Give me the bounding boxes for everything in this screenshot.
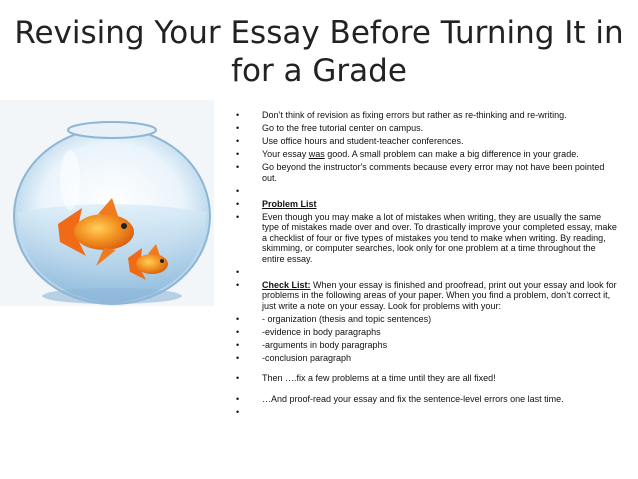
- bullet-dot-icon: •: [236, 393, 240, 404]
- bullet-dot-icon: •: [236, 279, 240, 290]
- bullet-item-empty: [234, 407, 619, 418]
- bullet-item: • Don’t think of revision as fixing errors but rather as re-thinking and re-writing.: [236, 110, 567, 120]
- bullet-list: [234, 110, 619, 420]
- bullet-item: • Even though you may make a lot of mistakes when writing, they are usually the same type of mistakes made over and over. To drastically improve your completed essay, make a checklist of four or five types of mistakes you tend to make when writing. By reading, skimming, or computer searches, look only for one problem at a time throughout the entire essay.: [236, 211, 617, 264]
- bullet-item-check-list: • Check List: When your essay is finished and proofread, print out your essay and look for problems in the following areas of your paper. When you find a problem, don’t correct it, just write a note on your essay. Look for problems with your:: [236, 279, 617, 311]
- bullet-item: • - organization (thesis and topic sentences): [236, 313, 432, 324]
- bullet-dot-icon: •: [236, 198, 240, 209]
- bullet-dot-icon: •: [236, 406, 240, 417]
- bullet-item-empty: [234, 186, 619, 197]
- bullet-item: • -evidence in body paragraphs: [236, 326, 381, 337]
- bullet-dot-icon: •: [236, 162, 240, 172]
- bullet-item: • -arguments in body paragraphs: [236, 339, 388, 350]
- fishbowl-goldfish-image: [0, 100, 214, 306]
- bullet-dot-icon: •: [236, 373, 240, 383]
- bullet-dot-icon: •: [236, 313, 240, 324]
- bullet-item: • Then ….fix a few problems at a time until they are all fixed!: [236, 373, 496, 383]
- bullet-item: • Go beyond the instructor's comments because every error may not have been pointed out.: [236, 162, 605, 183]
- bullet-item: • Use office hours and student-teacher conferences.: [236, 136, 464, 146]
- slide-title-line-1: Revising Your Essay Before Turning It in: [14, 15, 624, 51]
- bullet-dot-icon: •: [236, 149, 240, 159]
- bullet-dot-icon: •: [236, 339, 240, 350]
- slide-title: [0, 14, 638, 90]
- bullet-dot-icon: •: [236, 266, 240, 277]
- bullet-item: • Your essay was good. A small problem can make a big difference in your grade.: [236, 149, 579, 159]
- bullet-dot-icon: •: [236, 326, 240, 337]
- bullet-dot-icon: •: [236, 211, 240, 222]
- bullet-item: • Go to the free tutorial center on campus.: [236, 123, 424, 133]
- bullet-dot-icon: •: [236, 123, 240, 133]
- bullet-item-empty: [234, 267, 619, 278]
- bullet-dot-icon: •: [236, 136, 240, 146]
- bullet-item: • …And proof-read your essay and fix the sentence-level errors one last time.: [236, 393, 564, 404]
- slide-title-line-2: for a Grade: [231, 53, 407, 89]
- bullet-dot-icon: •: [236, 352, 240, 363]
- bullet-item: • -conclusion paragraph: [236, 352, 352, 363]
- bullet-item-problem-list-heading: • Problem List: [236, 198, 317, 209]
- bullet-dot-icon: •: [236, 185, 240, 196]
- bullet-dot-icon: •: [236, 110, 240, 120]
